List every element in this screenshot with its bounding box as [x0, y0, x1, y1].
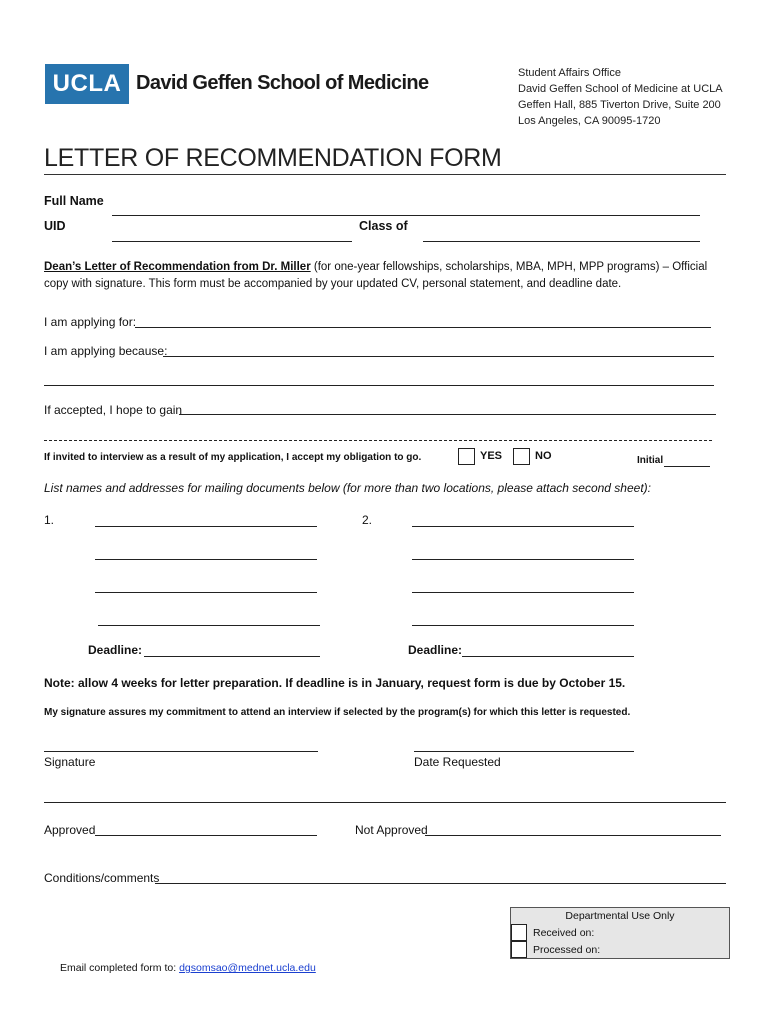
address-line: David Geffen School of Medicine at UCLA [518, 83, 723, 95]
full-name-label: Full Name [44, 194, 104, 208]
uid-field[interactable] [112, 227, 352, 242]
mailing-instruction: List names and addresses for mailing documents below (for more than two locations, please attach second sheet): [44, 481, 651, 495]
uid-label: UID [44, 219, 66, 233]
deadline-1-field[interactable] [144, 642, 320, 657]
intro-paragraph [44, 259, 724, 293]
address-line: Los Angeles, CA 90095-1720 [518, 115, 661, 127]
deadline-2-field[interactable] [462, 642, 634, 657]
location-2-line-3[interactable] [412, 578, 634, 593]
address-line: Student Affairs Office [518, 67, 621, 79]
address-line: Geffen Hall, 885 Tiverton Drive, Suite 200 [518, 99, 721, 111]
intro-text: (for one-year fellowships, scholarships, MBA, MPH, MPP programs) – Official [313, 261, 708, 273]
approved-field[interactable] [95, 821, 317, 836]
applying-for-field[interactable] [135, 313, 711, 328]
location-1-line-4[interactable] [98, 611, 320, 626]
office-address [518, 65, 723, 129]
deadline-1-label: Deadline: [88, 643, 143, 657]
dean-letter-heading: Dean’s Letter of Recommendation from Dr. Miller [44, 261, 311, 273]
conditions-field[interactable] [155, 869, 726, 884]
departmental-use-title: Departmental Use Only [565, 910, 675, 922]
class-of-label: Class of [359, 219, 408, 233]
location-1-line-3[interactable] [95, 578, 317, 593]
intro-text-continued: copy with signature. This form must be accompanied by your updated CV, personal statement, and deadline date. [44, 278, 622, 290]
applying-because-label: I am applying because: [44, 344, 168, 358]
received-checkbox[interactable] [511, 924, 527, 941]
no-label: NO [535, 450, 552, 462]
initial-field[interactable] [664, 452, 710, 467]
email-footer [60, 962, 316, 974]
signature-label: Signature [44, 755, 96, 769]
hope-to-gain-label: If accepted, I hope to gain [44, 403, 183, 417]
form-title: LETTER OF RECOMMENDATION FORM [44, 144, 502, 172]
received-on-label: Received on: [533, 927, 595, 939]
class-of-field[interactable] [423, 227, 700, 242]
location-2-number: 2. [362, 513, 373, 527]
preparation-note: Note: allow 4 weeks for letter preparation. If deadline is in January, request form is due by October 15. [44, 676, 626, 690]
applying-for-label: I am applying for: [44, 315, 137, 329]
school-name: David Geffen School of Medicine [136, 72, 429, 94]
date-requested-field[interactable] [414, 737, 634, 752]
applying-because-field-line2[interactable] [44, 371, 714, 386]
yes-checkbox[interactable] [458, 448, 475, 465]
section-divider [44, 802, 726, 803]
location-2-line-1[interactable] [412, 512, 634, 527]
ucla-logo: UCLA [45, 64, 129, 104]
email-link[interactable]: dgsomsao@mednet.ucla.edu [179, 962, 316, 974]
interview-statement: If invited to interview as a result of my application, I accept my obligation to go. [44, 452, 422, 463]
email-prefix: Email completed form to: [60, 962, 177, 974]
location-2-line-4[interactable] [412, 611, 634, 626]
hope-to-gain-field[interactable] [179, 400, 716, 415]
not-approved-field[interactable] [425, 821, 721, 836]
location-1-number: 1. [44, 513, 55, 527]
hope-to-gain-field-line2[interactable] [44, 426, 712, 441]
date-requested-label: Date Requested [414, 755, 501, 769]
applying-because-field[interactable] [163, 342, 714, 357]
departmental-use-box [510, 907, 730, 959]
signature-field[interactable] [44, 737, 318, 752]
processed-checkbox[interactable] [511, 941, 527, 958]
initial-label: Initial [637, 455, 664, 466]
yes-label: YES [480, 450, 503, 462]
location-1-line-2[interactable] [95, 545, 317, 560]
conditions-label: Conditions/comments [44, 871, 160, 885]
deadline-2-label: Deadline: [408, 643, 463, 657]
no-checkbox[interactable] [513, 448, 530, 465]
title-divider [44, 174, 726, 175]
full-name-field[interactable] [112, 201, 700, 216]
location-1-line-1[interactable] [95, 512, 317, 527]
commitment-statement: My signature assures my commitment to attend an interview if selected by the program(s) for which this letter is requested. [44, 707, 631, 718]
location-2-line-2[interactable] [412, 545, 634, 560]
processed-on-label: Processed on: [533, 944, 601, 956]
approved-label: Approved [44, 823, 96, 837]
not-approved-label: Not Approved [355, 823, 428, 837]
